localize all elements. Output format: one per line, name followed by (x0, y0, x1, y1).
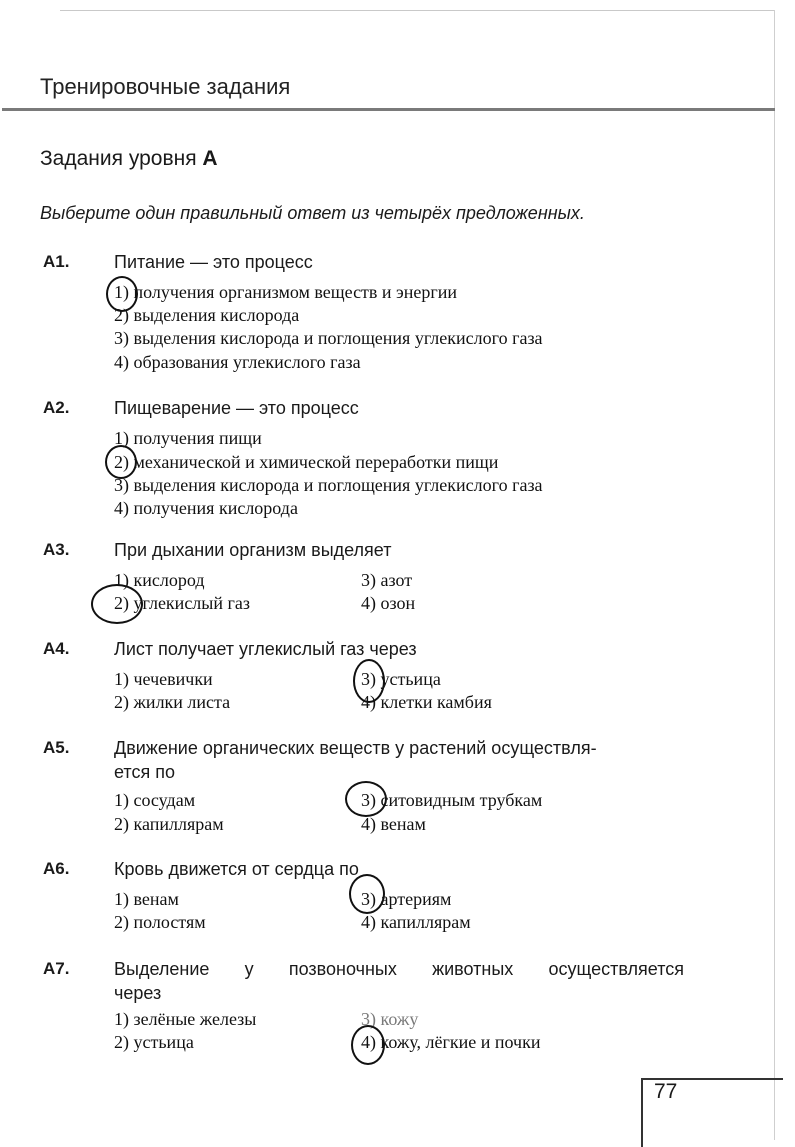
answer-option-3[interactable]: 3) кожу (361, 1009, 419, 1029)
answer-option-4[interactable]: 4) венам (361, 814, 426, 834)
answer-option-1[interactable]: 1) кислород (114, 570, 205, 590)
answer-option-3[interactable]: 3) ситовидным трубкам (361, 790, 543, 810)
answer-option-4[interactable]: 4) капиллярам (361, 912, 471, 932)
question-text (114, 736, 684, 784)
question-text: Кровь движется от сердца по (114, 859, 359, 879)
answer-option-3[interactable]: 3) азот (361, 570, 413, 590)
question-number: А1. (43, 252, 70, 271)
answer-option-4[interactable]: 4) клетки камбия (361, 692, 492, 712)
question-text: При дыхании организм выделяет (114, 540, 392, 560)
question-number: А7. (43, 959, 70, 978)
answer-option-1[interactable]: 1) чечевички (114, 669, 213, 689)
answer-option-1[interactable]: 1) получения организмом веществ и энергии (114, 282, 458, 302)
level-title (40, 147, 218, 171)
answer-option-3[interactable]: 3) артериям (361, 889, 452, 909)
level-title-prefix: Задания уровня (40, 147, 197, 170)
answer-option-1[interactable]: 1) венам (114, 889, 179, 909)
question-text: Лист получает углекислый газ через (114, 639, 417, 659)
answer-circle-mark (91, 584, 143, 624)
question-number: А2. (43, 398, 70, 417)
page-number: 77 (654, 1080, 678, 1103)
answer-option-1[interactable]: 1) зелёные железы (114, 1009, 257, 1029)
answer-option-2[interactable]: 2) устьица (114, 1032, 194, 1052)
answer-option-4[interactable]: 4) получения кислорода (114, 498, 298, 518)
answer-option-1[interactable]: 1) получения пищи (114, 428, 262, 448)
question-text-line1: Выделение у позвоночных животных осуществляется (114, 959, 684, 979)
title-divider (2, 108, 775, 111)
answer-option-2[interactable]: 2) углекислый газ (114, 593, 250, 613)
answer-option-3[interactable]: 3) выделения кислорода и поглощения углекислого газа (114, 475, 543, 495)
instruction-text: Выберите один правильный ответ из четырёх предложенных. (40, 203, 585, 223)
question-text-line1: Движение органических веществ у растений осуществля- (114, 738, 597, 758)
question-text-line2: ется по (114, 762, 175, 782)
answer-option-4[interactable]: 4) образования углекислого газа (114, 352, 361, 372)
level-title-letter: А (202, 147, 218, 170)
answer-circle-mark (351, 1025, 385, 1065)
answer-option-4[interactable]: 4) кожу, лёгкие и почки (361, 1032, 541, 1052)
question-number: А5. (43, 738, 70, 757)
answer-option-2[interactable]: 2) жилки листа (114, 692, 231, 712)
answer-option-3[interactable]: 3) выделения кислорода и поглощения углекислого газа (114, 328, 543, 348)
answer-option-1[interactable]: 1) сосудам (114, 790, 196, 810)
answer-option-2[interactable]: 2) механической и химической переработки пищи (114, 452, 499, 472)
question-number: А4. (43, 639, 70, 658)
answer-option-2[interactable]: 2) капиллярам (114, 814, 224, 834)
page-right-edge (774, 10, 775, 1140)
section-title: Тренировочные задания (40, 74, 291, 99)
question-text-line2: через (114, 983, 162, 1003)
question-number: А6. (43, 859, 70, 878)
answer-option-3[interactable]: 3) устьица (361, 669, 441, 689)
answer-option-4[interactable]: 4) озон (361, 593, 416, 613)
question-text (114, 957, 684, 1005)
answer-circle-mark (353, 659, 385, 703)
question-text: Питание — это процесс (114, 252, 313, 272)
answer-option-2[interactable]: 2) выделения кислорода (114, 305, 300, 325)
question-text: Пищеварение — это процесс (114, 398, 359, 418)
question-number: А3. (43, 540, 70, 559)
answer-circle-mark (106, 276, 138, 312)
answer-circle-mark (105, 445, 137, 479)
answer-circle-mark (349, 874, 385, 914)
answer-circle-mark (345, 781, 387, 817)
page-top-edge (60, 10, 775, 11)
answer-option-2[interactable]: 2) полостям (114, 912, 206, 932)
